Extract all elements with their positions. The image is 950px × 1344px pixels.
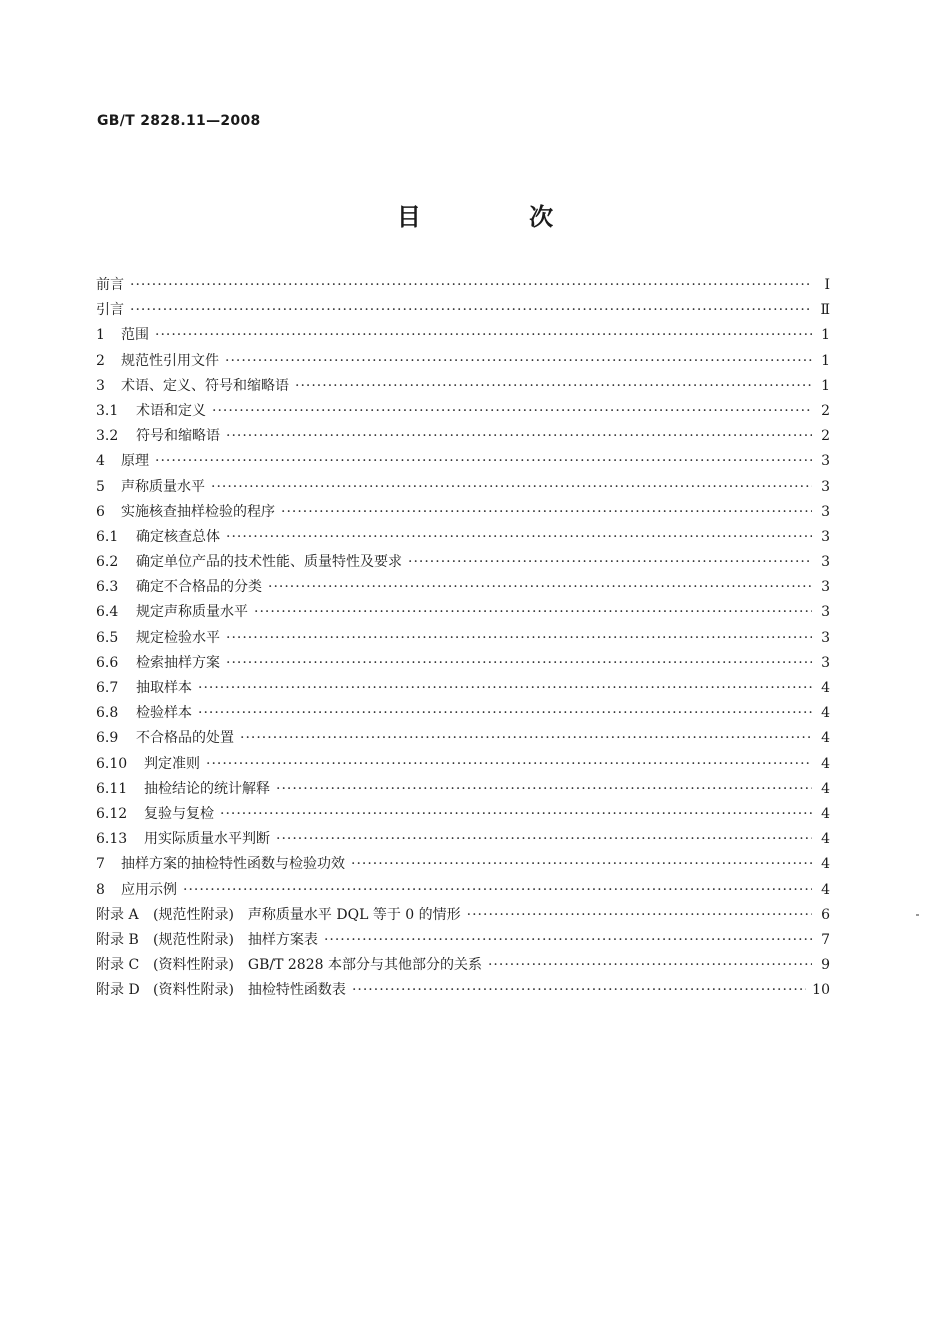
toc-entry-number: 2: [96, 352, 105, 369]
toc-entry-page: 4: [821, 881, 830, 898]
toc-entry-title: 检验样本: [136, 705, 192, 722]
toc-leader-dots: [351, 852, 812, 877]
toc-entry-page: 3: [821, 453, 830, 470]
toc-entry-number: 6.9: [96, 730, 119, 747]
toc-entry-title: 抽检结论的统计解释: [144, 780, 270, 797]
toc-entry-number: 6: [96, 503, 105, 520]
toc-entry-page: 6: [821, 906, 830, 923]
toc-entry-page: 4: [821, 805, 830, 822]
toc-entry-number: 5: [96, 478, 105, 495]
toc-entry-page: 4: [821, 705, 830, 722]
toc-entry-number: 1: [96, 327, 105, 344]
toc-entry-title: 前言: [96, 277, 124, 293]
toc-entry-number: 6.13: [96, 831, 128, 848]
toc-entry-page: 7: [821, 931, 830, 948]
toc-entry[interactable]: [96, 626, 830, 651]
toc-entry-title: 实施核查抽样检验的程序: [121, 503, 275, 520]
toc-leader-dots: [155, 449, 812, 474]
toc-entry[interactable]: [96, 928, 830, 953]
toc-entry[interactable]: [96, 449, 830, 474]
toc-entry[interactable]: [96, 298, 830, 323]
toc-entry-page: Ⅱ: [820, 302, 830, 319]
toc-entry-page: 4: [821, 856, 830, 873]
toc-leader-dots: [206, 752, 812, 777]
toc-entry[interactable]: [96, 852, 830, 877]
toc-entry[interactable]: [96, 424, 830, 449]
toc-entry[interactable]: [96, 827, 830, 852]
toc-entry-title: 不合格品的处置: [136, 730, 234, 747]
toc-entry-number: 附录 D: [96, 982, 140, 999]
toc-entry[interactable]: [96, 399, 830, 424]
toc-entry-number: 6.10: [96, 755, 128, 772]
toc-entry-page: 3: [821, 528, 830, 545]
toc-entry-title: 规定检验水平: [136, 629, 220, 646]
toc-leader-dots: [295, 374, 812, 399]
toc-entry[interactable]: [96, 802, 830, 827]
toc-entry-title: 规定声称质量水平: [136, 604, 248, 621]
toc-entry-title: 检索抽样方案: [136, 654, 220, 671]
scan-speck: [916, 914, 919, 916]
toc-entry-number: 3.2: [96, 428, 119, 445]
toc-leader-dots: [130, 298, 812, 323]
toc-entry-number: 3.1: [96, 402, 119, 419]
toc-entry-page: 3: [821, 629, 830, 646]
toc-entry-page: 2: [821, 402, 830, 419]
toc-entry-title: (资料性附录) 抽检特性函数表: [153, 982, 346, 999]
toc-entry-page: 1: [821, 377, 830, 394]
toc-entry-page: 3: [821, 503, 830, 520]
toc-entry-title: 声称质量水平: [121, 478, 205, 495]
toc-entry[interactable]: [96, 374, 830, 399]
toc-entry[interactable]: [96, 676, 830, 701]
toc-leader-dots: [226, 424, 812, 449]
toc-leader-dots: [268, 575, 812, 600]
toc-entry-number: 6.11: [96, 780, 128, 797]
toc-entry-page: 3: [821, 478, 830, 495]
toc-entry[interactable]: [96, 323, 830, 348]
toc-entry-title: 确定核查总体: [136, 528, 220, 545]
toc-entry[interactable]: [96, 903, 830, 928]
toc-leader-dots: [130, 273, 812, 298]
toc-entry[interactable]: [96, 349, 830, 374]
toc-leader-dots: [276, 827, 812, 852]
toc-entry[interactable]: [96, 752, 830, 777]
toc-entry-number: 6.6: [96, 654, 119, 671]
toc-entry-page: 4: [821, 680, 830, 696]
standard-code-header: GB/T 2828.11—2008: [97, 113, 261, 129]
toc-entry[interactable]: [96, 525, 830, 550]
toc-entry-title: 术语和定义: [136, 402, 206, 419]
toc-entry-title: 原理: [121, 453, 149, 470]
toc-entry-title: 范围: [121, 327, 149, 344]
toc-entry-number: 6.8: [96, 705, 119, 722]
toc-entry-number: 附录 A: [96, 906, 139, 923]
toc-leader-dots: [467, 903, 812, 928]
toc-leader-dots: [352, 978, 806, 1003]
toc-entry-title: 确定单位产品的技术性能、质量特性及要求: [136, 554, 402, 571]
toc-entry-number: 6.7: [96, 680, 119, 696]
toc-entry[interactable]: [96, 273, 830, 298]
toc-entry-number: 8: [96, 881, 105, 898]
toc-entry-title: 复验与复检: [144, 805, 214, 822]
toc-leader-dots: [198, 701, 812, 726]
toc-leader-dots: [198, 676, 812, 701]
toc-entry-title: (资料性附录) GB/T 2828 本部分与其他部分的关系: [153, 957, 482, 974]
toc-entry[interactable]: [96, 550, 830, 575]
toc-entry-number: 6.4: [96, 604, 119, 621]
toc-entry[interactable]: [96, 701, 830, 726]
toc-leader-dots: [276, 777, 812, 802]
toc-entry[interactable]: [96, 777, 830, 802]
toc-leader-dots: [183, 878, 812, 903]
toc-entry-title: 引言: [96, 302, 124, 319]
toc-entry[interactable]: [96, 475, 830, 500]
toc-entry-page: 4: [821, 831, 830, 848]
toc-entry-page: 3: [821, 654, 830, 671]
toc-entry-number: 3: [96, 377, 105, 394]
toc-entry-page: 3: [821, 579, 830, 596]
table-of-contents: [96, 273, 830, 1003]
toc-entry-number: 6.3: [96, 579, 119, 596]
toc-entry-title: 应用示例: [121, 881, 177, 898]
toc-entry-page: 4: [821, 730, 830, 747]
toc-leader-dots: [155, 323, 812, 348]
toc-entry-page: 4: [821, 755, 830, 772]
toc-entry-page: 4: [821, 780, 830, 797]
toc-leader-dots: [226, 525, 812, 550]
toc-entry-page: 10: [812, 982, 830, 999]
toc-entry-title: 用实际质量水平判断: [144, 831, 270, 848]
toc-leader-dots: [225, 349, 812, 374]
page-title: 目 次: [396, 203, 604, 231]
toc-entry-page: I: [824, 277, 830, 293]
toc-leader-dots: [226, 626, 812, 651]
toc-leader-dots: [226, 651, 812, 676]
toc-leader-dots: [408, 550, 812, 575]
toc-entry[interactable]: [96, 651, 830, 676]
toc-entry-title: 判定准则: [144, 755, 200, 772]
toc-entry-title: (规范性附录) 抽样方案表: [153, 931, 318, 948]
toc-entry-title: 确定不合格品的分类: [136, 579, 262, 596]
toc-entry[interactable]: [96, 953, 830, 978]
toc-entry-page: 3: [821, 554, 830, 571]
toc-entry-title: (规范性附录) 声称质量水平 DQL 等于 0 的情形: [153, 906, 461, 923]
toc-entry-page: 3: [821, 604, 830, 621]
toc-entry-page: 1: [821, 352, 830, 369]
toc-leader-dots: [281, 500, 812, 525]
toc-entry-number: 6.12: [96, 805, 128, 822]
toc-entry-title: 规范性引用文件: [121, 352, 219, 369]
toc-entry[interactable]: [96, 978, 830, 1003]
toc-entry[interactable]: [96, 878, 830, 903]
toc-entry-page: 1: [821, 327, 830, 344]
toc-leader-dots: [240, 726, 812, 751]
toc-entry-number: 附录 C: [96, 957, 140, 974]
toc-entry-number: 6.5: [96, 629, 119, 646]
toc-leader-dots: [324, 928, 812, 953]
toc-leader-dots: [211, 475, 812, 500]
toc-entry-number: 6.2: [96, 554, 119, 571]
toc-entry-title: 术语、定义、符号和缩略语: [121, 377, 289, 394]
toc-entry[interactable]: [96, 500, 830, 525]
toc-entry[interactable]: [96, 726, 830, 751]
toc-entry-page: 9: [821, 957, 830, 974]
toc-leader-dots: [220, 802, 812, 827]
toc-entry-title: 符号和缩略语: [136, 428, 220, 445]
toc-entry-page: 2: [821, 428, 830, 445]
toc-leader-dots: [488, 953, 812, 978]
toc-entry[interactable]: [96, 575, 830, 600]
toc-entry-title: 抽取样本: [136, 680, 192, 696]
toc-entry-title: 抽样方案的抽检特性函数与检验功效: [121, 856, 345, 873]
toc-entry[interactable]: [96, 600, 830, 625]
toc-entry-number: 4: [96, 453, 105, 470]
toc-leader-dots: [254, 600, 812, 625]
toc-entry-number: 6.1: [96, 528, 119, 545]
toc-entry-number: 7: [96, 856, 105, 873]
toc-leader-dots: [212, 399, 812, 424]
toc-entry-number: 附录 B: [96, 931, 139, 948]
